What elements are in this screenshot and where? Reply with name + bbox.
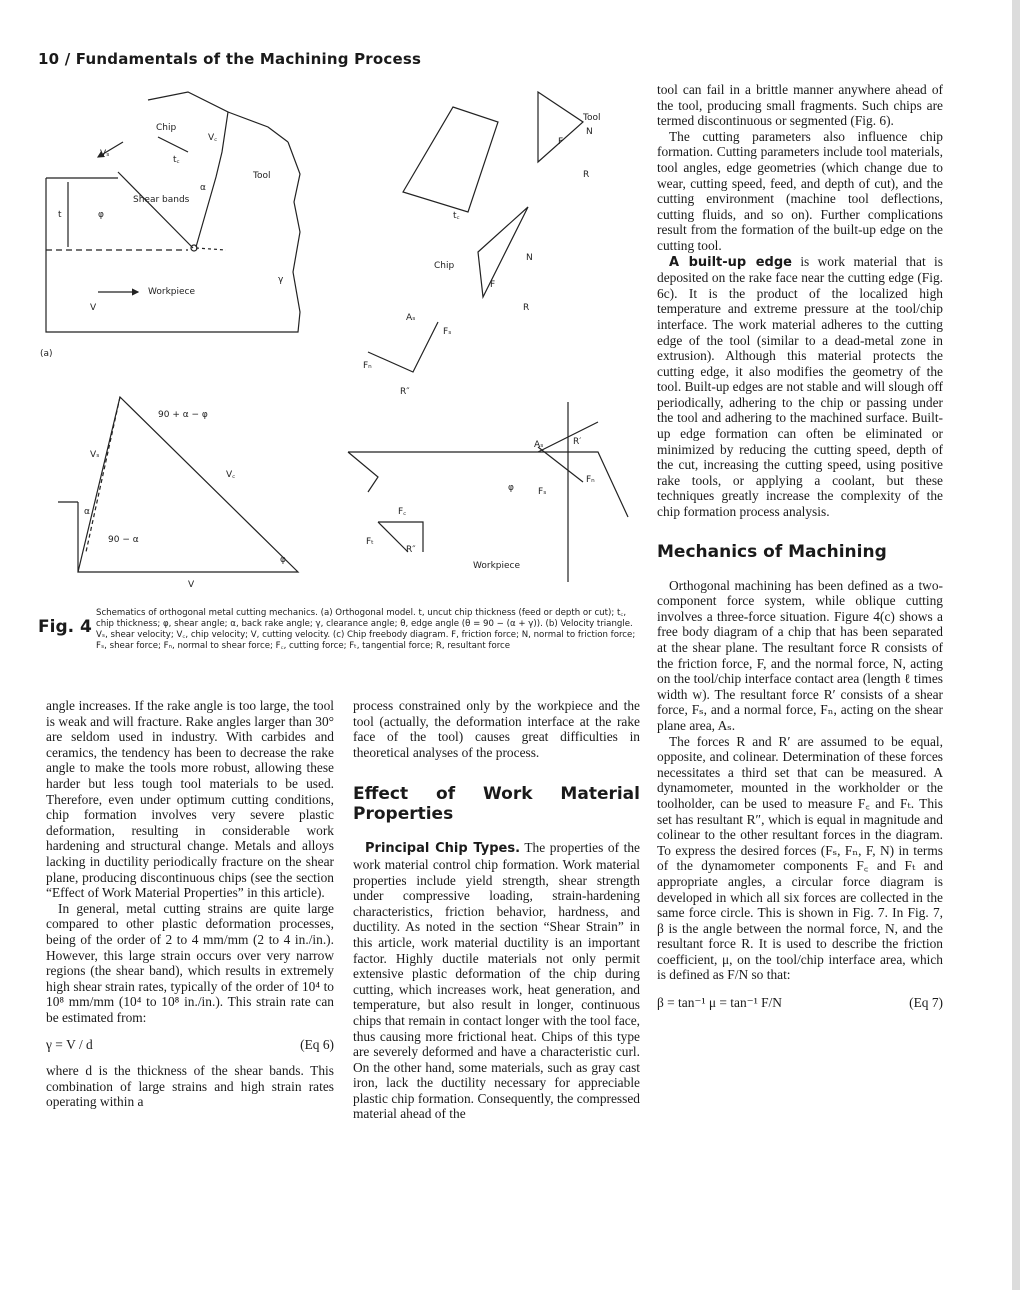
label-a: (a) (40, 349, 53, 359)
caption-text: Schematics of orthogonal metal cutting mechanics. (a) Orthogonal model. t, uncut chip thickness (feed or depth or cut); t꜀, chip thickness; φ, shear angle; α, back rake angle; γ, clearance angle; θ, edge angle (θ = 90 − (α + γ)). (b) Velocity triangle. Vₛ, shear velocity; V꜀, chip velocity; V, cutting velocity. (c) Chip freebody diagram. F, friction force; N, normal to friction force; Fₛ, shear force; Fₙ, normal to shear force; F꜀, cutting force; Fₜ, tangential force; R, resultant force (96, 608, 636, 651)
col1-paragraph-2: In general, metal cutting strains are quite large compared to other plastic deformation processes, being of the order of 2 to 4 mm/mm (2 to 4 in./in.). However, this large strain occurs over very narrow regions (the shear band), which results in extremely high shear strain rates, typically of the order of 10⁴ to 10⁸ mm/mm (10⁴ to 10⁸ in./in.). This strain rate can be estimated from: (46, 900, 334, 1025)
shear-plane (118, 172, 193, 248)
figure-4 (38, 82, 638, 602)
subhead-chip-types: Principal Chip Types. (365, 841, 521, 857)
label-shear-bands: Shear bands (133, 195, 190, 205)
label-tc-a: t꜀ (173, 155, 180, 165)
label-phi-a: φ (98, 210, 104, 220)
section-heading-work-material: Effect of Work Material Properties (353, 784, 640, 825)
figure-number: Fig. 4 (38, 617, 92, 637)
label-workpiece-c: Workpiece (473, 561, 521, 571)
orthogonal-cutting-diagram (38, 82, 638, 602)
label-vc-a: V꜀ (208, 133, 218, 143)
label-workpiece-a: Workpiece (148, 287, 196, 297)
label-rp-c: R′ (573, 437, 582, 447)
col1-paragraph-3: where d is the thickness of the shear bands. This combination of large strains and high strain rates operating within a (46, 1063, 334, 1110)
equation-6-formula: γ = V / d (46, 1037, 93, 1053)
col3-paragraph-5: The forces R and R′ are assumed to be equal, opposite, and colinear. Determination of these forces necessitates a third set that can be measured. A dynamometer, mounted in the workholder or the toolholder, can be used to measure F꜀ and Fₜ. This set has resultant R″, which is equal in magnitude and colinear to the other resultant forces in the diagram. To express the desired forces (Fₛ, Fₙ, F, N) in terms of the dynamometer components F꜀ and Fₜ and appropriate angles, a circular force diagram is developed in which all six forces are collected in the same force circle. This is shown in Fig. 7. In Fig. 7, β is the angle between the normal force, N, and the resultant force R. It is used to describe the friction coefficient, μ, on the tool/chip interface area, which is defined as F/N so that: (657, 733, 943, 983)
label-vs-b: Vₛ (90, 450, 100, 460)
label-chip: Chip (156, 123, 177, 133)
chip-outline (148, 92, 228, 247)
col1-paragraph-1: angle increases. If the rake angle is too large, the tool is weak and will fracture. Rake angles larger than 30° are seldom used in industry. With carbides and ceramics, the tendency has been to decrease the rake angle to make the tools more robust, allowing these harder but less tough tool materials to be used. Therefore, even under optimum cutting conditions, chip formation involves very severe plastic deformation, resulting in considerable work hardening and structural change. Metals and alloys lacking in ductility periodically fracture on the shear plane, producing discontinuous chips (see the section “Effect of Work Material Properties” in this article). (46, 698, 334, 901)
section-heading-mechanics: Mechanics of Machining (657, 541, 887, 562)
col3-paragraph-2: The cutting parameters also influence chip formation. Cutting parameters include tool materials, tool angles, edge geometries (which change due to wear, cutting speed, feed, and depth of cut), and the cutting environment (machine tool deflections, cutting fluids, and so on). Further complications result from the formation of the built-up edge on the cutting tool. (657, 128, 943, 253)
tool-force-triangle (538, 92, 583, 162)
figure-caption (38, 608, 638, 652)
running-header: 10 / Fundamentals of the Machining Process (38, 50, 422, 68)
equation-6 (46, 1037, 334, 1053)
force-triangle-nr (478, 207, 528, 297)
col2-paragraph-1: process constrained only by the workpiece and the tool (actually, the deformation interface at the rake face of the tool) causes great difficulties in theoretical analyses of the process. (353, 698, 640, 760)
page-edge-shadow (1012, 0, 1020, 1290)
col3-paragraph-4: Orthogonal machining has been defined as a two-component force system, while oblique cutting involves a three-force situation. Figure 4(c) shows a free body diagram of a chip that has been separated at the shear plane. The resultant force R consists of the friction force, F, and the normal force, N, acting on the tool/chip interface contact area (length ℓ times width w). The resultant force R′ consists of a shear force, Fₛ, and a normal force, Fₙ, acting on the shear plane area, Aₛ. (657, 577, 943, 733)
label-v-b: V (188, 580, 195, 590)
label-as-c: Aₛ (406, 313, 416, 323)
label-gamma-a: γ (278, 275, 284, 285)
label-tc-c: t꜀ (453, 211, 460, 221)
label-fn-c2: Fₙ (586, 475, 595, 485)
label-as-c2: Aₛ (534, 440, 544, 450)
label-fs-c: Fₛ (443, 327, 452, 337)
label-angle-top: 90 + α − φ (158, 410, 208, 420)
column-2 (353, 698, 640, 1122)
label-tool-c: Tool (583, 113, 601, 123)
column-3 (657, 82, 943, 1011)
equation-7-number: (Eq 7) (909, 995, 943, 1011)
column-1 (46, 698, 334, 1110)
equation-7 (657, 995, 943, 1011)
label-n-tool: N (586, 127, 593, 137)
force-triangle-rp (368, 322, 438, 372)
label-vs-a: Vₛ (100, 149, 110, 159)
term-built-up-edge: A built-up edge (669, 254, 792, 270)
dynamometer-forces (378, 522, 423, 552)
label-fn-c: Fₙ (363, 361, 372, 371)
label-phi-b: φ (280, 555, 286, 565)
tool-top (228, 112, 288, 142)
label-tool: Tool (253, 171, 271, 181)
label-alpha-a: α (200, 183, 206, 193)
label-rdp-c2: R″ (406, 545, 416, 555)
label-angle-bottom: 90 − α (108, 535, 139, 545)
label-ft-c: Fₜ (366, 537, 374, 547)
label-f-tool: F (558, 137, 564, 147)
equation-6-number: (Eq 6) (300, 1037, 334, 1053)
label-vc-b: V꜀ (226, 470, 236, 480)
label-r-tool: R (583, 170, 590, 180)
label-n-c: N (526, 253, 533, 263)
label-r-c: R (523, 303, 530, 313)
label-rdp-c: R″ (400, 387, 410, 397)
velocity-triangle (78, 397, 298, 572)
col3-paragraph-1: tool can fail in a brittle manner anywhere ahead of the tool, producing small fragments. Such chips are termed discontinuous or segmented (Fig. 6). (657, 82, 943, 129)
chip-freebody (403, 107, 498, 212)
label-phi-c: φ (508, 483, 514, 493)
equation-7-formula: β = tan⁻¹ μ = tan⁻¹ F/N (657, 995, 782, 1011)
label-f-c: F (490, 280, 496, 290)
col3-paragraph-3: is work material that is deposited on the rake face near the cutting edge (Fig. 6c). It is the product of the localized high temperature and extreme pressure at the tool/chip interface. The work material adheres to the cutting edge of the tool (similar to a dead-metal zone in extrusion). Although this material protects the cutting edge, it also modifies the geometry of the tool. Built-up edges are not stable and will slough off periodically, adhering to the chip or passing under the tool and adhering to the machined surface. Built-up edge formation can often be eliminated or minimized by reducing the cutting speed, depth of the cut, increasing the cutting speed, using positive rake tools, or applying a coolant, but these techniques greatly increase the complexity of the chip formation process analysis. (657, 253, 943, 520)
label-alpha-b: α (84, 507, 90, 517)
label-fs-c2: Fₛ (538, 487, 547, 497)
label-chip-c: Chip (434, 261, 455, 271)
label-t-a: t (58, 210, 62, 220)
label-v-a: V (90, 303, 97, 313)
label-fc-c: F꜀ (398, 507, 407, 517)
col2-paragraph-2: The properties of the work material control chip formation. Work material properties include yield strength, shear strength under compressive loading, strain-hardening characteristics, friction behavior, hardness, and ductility. As noted in the section “Shear Strain” in this article, work material ductility is an important factor. Highly ductile materials not only permit extensive plastic deformation of the chip during cutting, which increases work, heat generation, and temperature, but also result in longer, continuous chips that remain in contact longer with the tool face, thus causing more frictional heat. Chips of this type are severely deformed and have a characteristic curl. On the other hand, some materials, such as gray cast iron, lack the ductility necessary for appreciable plastic chip formation. Consequently, the compressed material ahead of the (353, 840, 640, 1122)
